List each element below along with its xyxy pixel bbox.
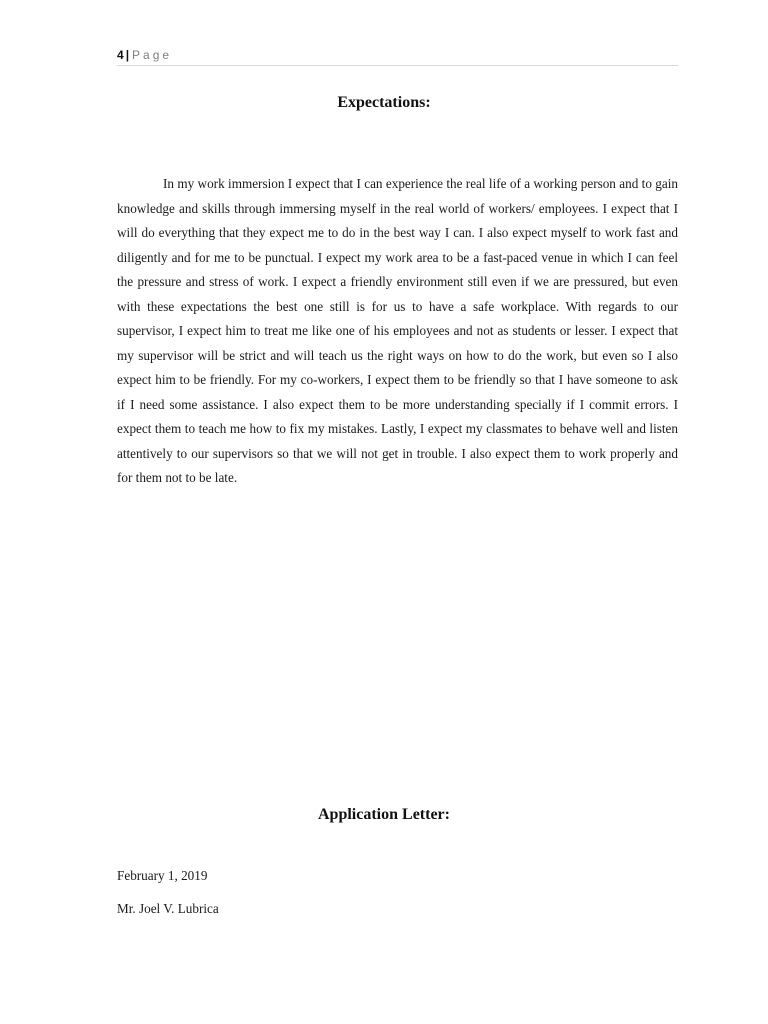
- expectations-paragraph: In my work immersion I expect that I can experience the real life of a working person and to gain knowledge and skills through immersing myself in the real world of workers/ employees. I expect that I will do everything that they expect me to do in the best way I can. I also expect myself to work fast and diligently and for me to be punctual. I expect my work area to be a fast-paced venue in which I can feel the pressure and stress of work. I expect a friendly environment still even if we are pressured, but even with these expectations the best one still is for us to have a safe workplace. With regards to our supervisor, I expect him to treat me like one of his employees and not as students or lesser. I expect that my supervisor will be strict and will teach us the right ways on how to do the work, but even so I also expect him to be friendly. For my co-workers, I expect them to be friendly so that I have someone to ask if I need some assistance. I also expect them to be more understanding specially if I commit errors. I expect them to teach me how to fix my mistakes. Lastly, I expect my classmates to behave well and listen attentively to our supervisors so that we will not get in trouble. I also expect them to work properly and for them not to be late.: [117, 176, 678, 485]
- expectations-heading: Expectations:: [337, 94, 431, 111]
- letter-date: February 1, 2019: [117, 868, 208, 883]
- page-header: [117, 46, 678, 66]
- letter-recipient: Mr. Joel V. Lubrica: [117, 901, 219, 916]
- page-number-separator: |: [125, 48, 130, 62]
- page-number: 4: [117, 48, 124, 62]
- page-label: Page: [132, 48, 173, 62]
- application-letter-heading: Application Letter:: [318, 806, 450, 823]
